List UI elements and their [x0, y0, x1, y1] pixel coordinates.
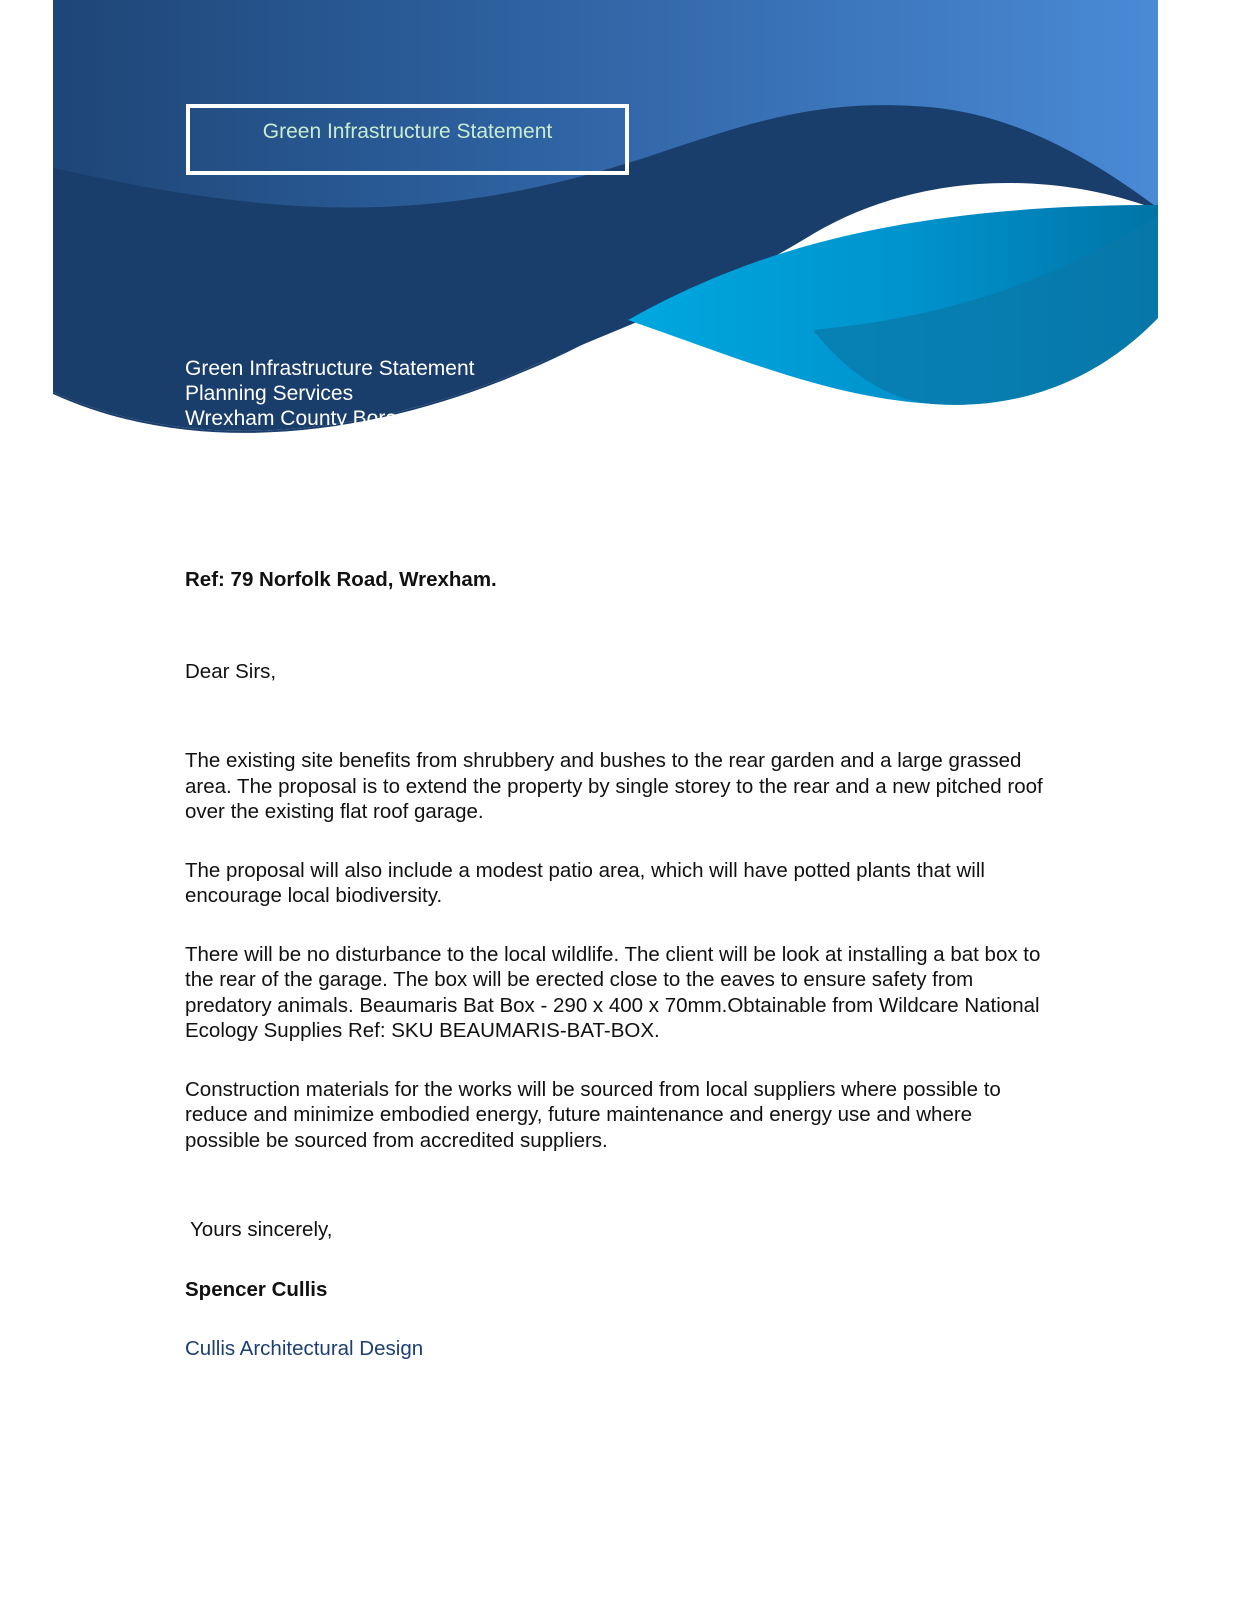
recipient-line-1: Green Infrastructure Statement — [185, 357, 475, 380]
recipient-line-2: Planning Services — [185, 382, 354, 405]
salutation: Dear Sirs, — [185, 659, 277, 683]
statement-title-box — [186, 104, 629, 175]
letter-body — [185, 567, 1045, 1362]
signer-name: Spencer Cullis — [185, 1277, 328, 1301]
recipient-block — [185, 356, 508, 431]
statement-title: Green Infrastructure Statement — [262, 120, 553, 143]
recipient-line-3: Wrexham County Borough Council — [185, 407, 508, 430]
reference-line: Ref: 79 Norfolk Road, Wrexham. — [185, 568, 497, 591]
paragraph-site: The existing site benefits from shrubbery and bushes to the rear garden and a large grassed area. The proposal is to extend the property by single storey to the rear and a new pitched roof over the existing flat roof garage. — [185, 749, 1043, 823]
paragraph-materials: Construction materials for the works will be sourced from local suppliers where possible to reduce and minimize embodied energy, future maintenance and energy use and where possible be sourced from accredited suppliers. — [185, 1077, 1001, 1152]
firm-name: Cullis Architectural Design — [185, 1337, 424, 1360]
paragraph-patio: The proposal will also include a modest patio area, which will have potted plants that will encourage local biodiversity. — [185, 858, 985, 907]
closing: Yours sincerely, — [190, 1218, 333, 1241]
paragraph-wildlife: There will be no disturbance to the local wildlife. The client will be look at installing a bat box to the rear of the garage. The box will be erected close to the eaves to ensure safety from predatory animals. Beaumaris Bat Box - 290 x 400 x 70mm.Obtainable from Wildcare National Ecology Supplies Ref: SKU BEAUMARIS-BAT-BOX. — [185, 942, 1041, 1042]
